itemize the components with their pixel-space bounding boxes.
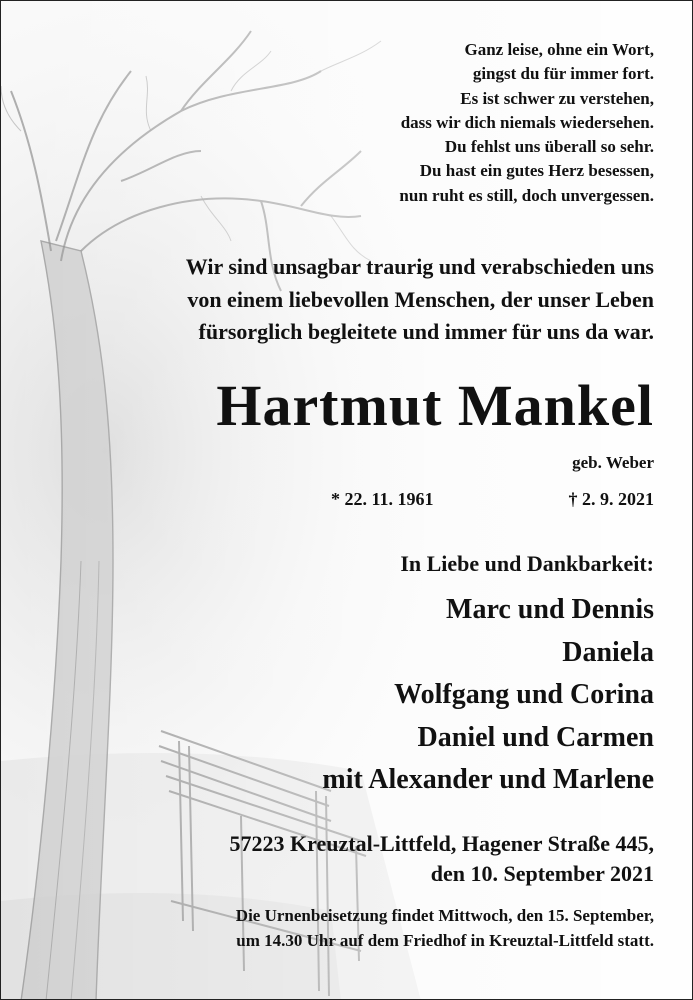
funeral-line: um 14.30 Uhr auf dem Friedhof in Kreuztal-Littfeld statt. [236, 930, 654, 950]
family-member: Marc und Dennis [446, 594, 654, 625]
poem-line: Ganz leise, ohne ein Wort, [464, 40, 654, 59]
family-member: Daniela [562, 636, 654, 668]
poem-line: nun ruht es still, doch unvergessen. [399, 185, 654, 205]
intro-line: von einem liebevollen Menschen, der unser Leben [187, 286, 654, 312]
death-date: † 2. 9. 2021 [568, 489, 654, 509]
thanks-line: In Liebe und Dankbarkeit: [400, 551, 654, 576]
poem [399, 38, 654, 208]
funeral-notice [236, 904, 654, 953]
poem-line: Du hast ein gutes Herz besessen, [419, 161, 654, 181]
date-line: den 10. September 2021 [430, 861, 654, 886]
address-line: 57223 Kreuztal-Littfeld, Hagener Straße 445, [229, 831, 654, 856]
birth-date: * 22. 11. 1961 [331, 489, 434, 509]
address-block [230, 829, 654, 889]
intro-line: Wir sind unsagbar traurig und verabschieden uns [185, 254, 654, 279]
birth-name: geb. Weber [572, 453, 654, 472]
intro-text [186, 251, 654, 349]
family-list [322, 589, 654, 802]
poem-line: dass wir dich niemals wiedersehen. [400, 112, 654, 132]
poem-line: gingst du für immer fort. [472, 64, 654, 84]
intro-line: fürsorglich begleitete und immer für uns da war. [198, 319, 654, 344]
deceased-name: Hartmut Mankel [216, 373, 654, 438]
family-member: Daniel und Carmen [417, 721, 654, 753]
obituary-content [41, 1, 654, 1000]
family-member: mit Alexander und Marlene [322, 764, 654, 795]
poem-line: Du fehlst uns überall so sehr. [444, 137, 654, 157]
family-member: Wolfgang und Corina [394, 679, 654, 710]
funeral-line: Die Urnenbeisetzung findet Mittwoch, den 15. September, [235, 906, 654, 925]
poem-line: Es ist schwer zu verstehen, [460, 88, 654, 108]
